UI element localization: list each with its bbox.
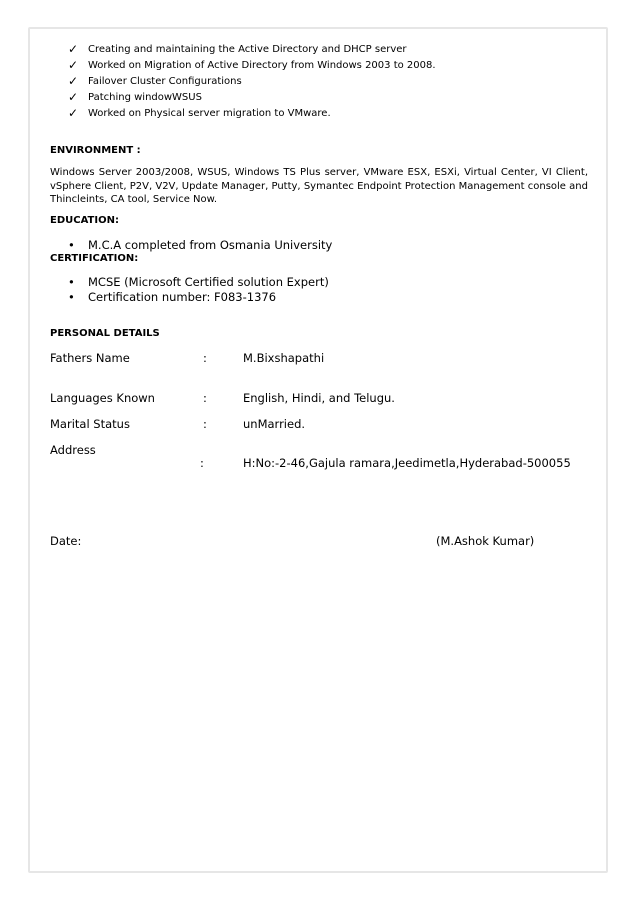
education-heading: EDUCATION: (50, 215, 119, 226)
separator: : (203, 391, 207, 405)
languages-value: English, Hindi, and Telugu. (243, 391, 395, 405)
checkmark-icon: ✓ (68, 42, 79, 56)
date-label: Date: (50, 534, 82, 548)
certification-item: • Certification number: F083-1376 (68, 290, 277, 304)
marital-status-label: Marital Status (50, 417, 130, 431)
separator: : (203, 351, 207, 365)
environment-heading: ENVIRONMENT : (50, 145, 141, 156)
skill-item: ✓ Patching windowWSUS (68, 90, 202, 104)
education-item: • M.C.A completed from Osmania University (68, 238, 333, 252)
certification-heading: CERTIFICATION: (50, 253, 139, 264)
checkmark-icon: ✓ (68, 90, 79, 104)
marital-status-value: unMarried. (243, 417, 306, 431)
certification-item: • MCSE (Microsoft Certified solution Expert) (68, 275, 329, 289)
skill-item: ✓ Creating and maintaining the Active Directory and DHCP server (68, 42, 407, 56)
bullet-icon: • (68, 275, 75, 289)
bullet-icon: • (68, 238, 75, 252)
environment-text: Windows Server 2003/2008, WSUS, Windows TS Plus server, VMware ESX, ESXi, Virtual Center, VI Client, vSphere Client, P2V, V2V, Update Manager, Putty, Symantec Endpoint Protection Management console and Thincleints, CA tool, Service Now. (50, 167, 588, 205)
address-value: H:No:-2-46,Gajula ramara,Jeedimetla,Hyderabad-500055 (243, 456, 571, 470)
checkmark-icon: ✓ (68, 106, 79, 120)
languages-label: Languages Known (50, 391, 155, 405)
separator: : (203, 417, 207, 431)
separator: : (200, 456, 204, 470)
skills-checklist (68, 42, 436, 122)
checkmark-icon: ✓ (68, 74, 79, 88)
skill-item: ✓ Worked on Physical server migration to VMware. (68, 106, 331, 120)
address-label: Address (50, 443, 96, 457)
personal-details-heading: PERSONAL DETAILS (50, 328, 160, 339)
education-list (68, 238, 332, 253)
certification-list (68, 275, 329, 305)
checkmark-icon: ✓ (68, 58, 79, 72)
fathers-name-label: Fathers Name (50, 351, 130, 365)
fathers-name-value: M.Bixshapathi (243, 351, 325, 365)
skill-item: ✓ Failover Cluster Configurations (68, 74, 242, 88)
signature-name: (M.Ashok Kumar) (436, 534, 535, 548)
skill-item: ✓ Worked on Migration of Active Directory from Windows 2003 to 2008. (68, 58, 436, 72)
bullet-icon: • (68, 290, 75, 304)
